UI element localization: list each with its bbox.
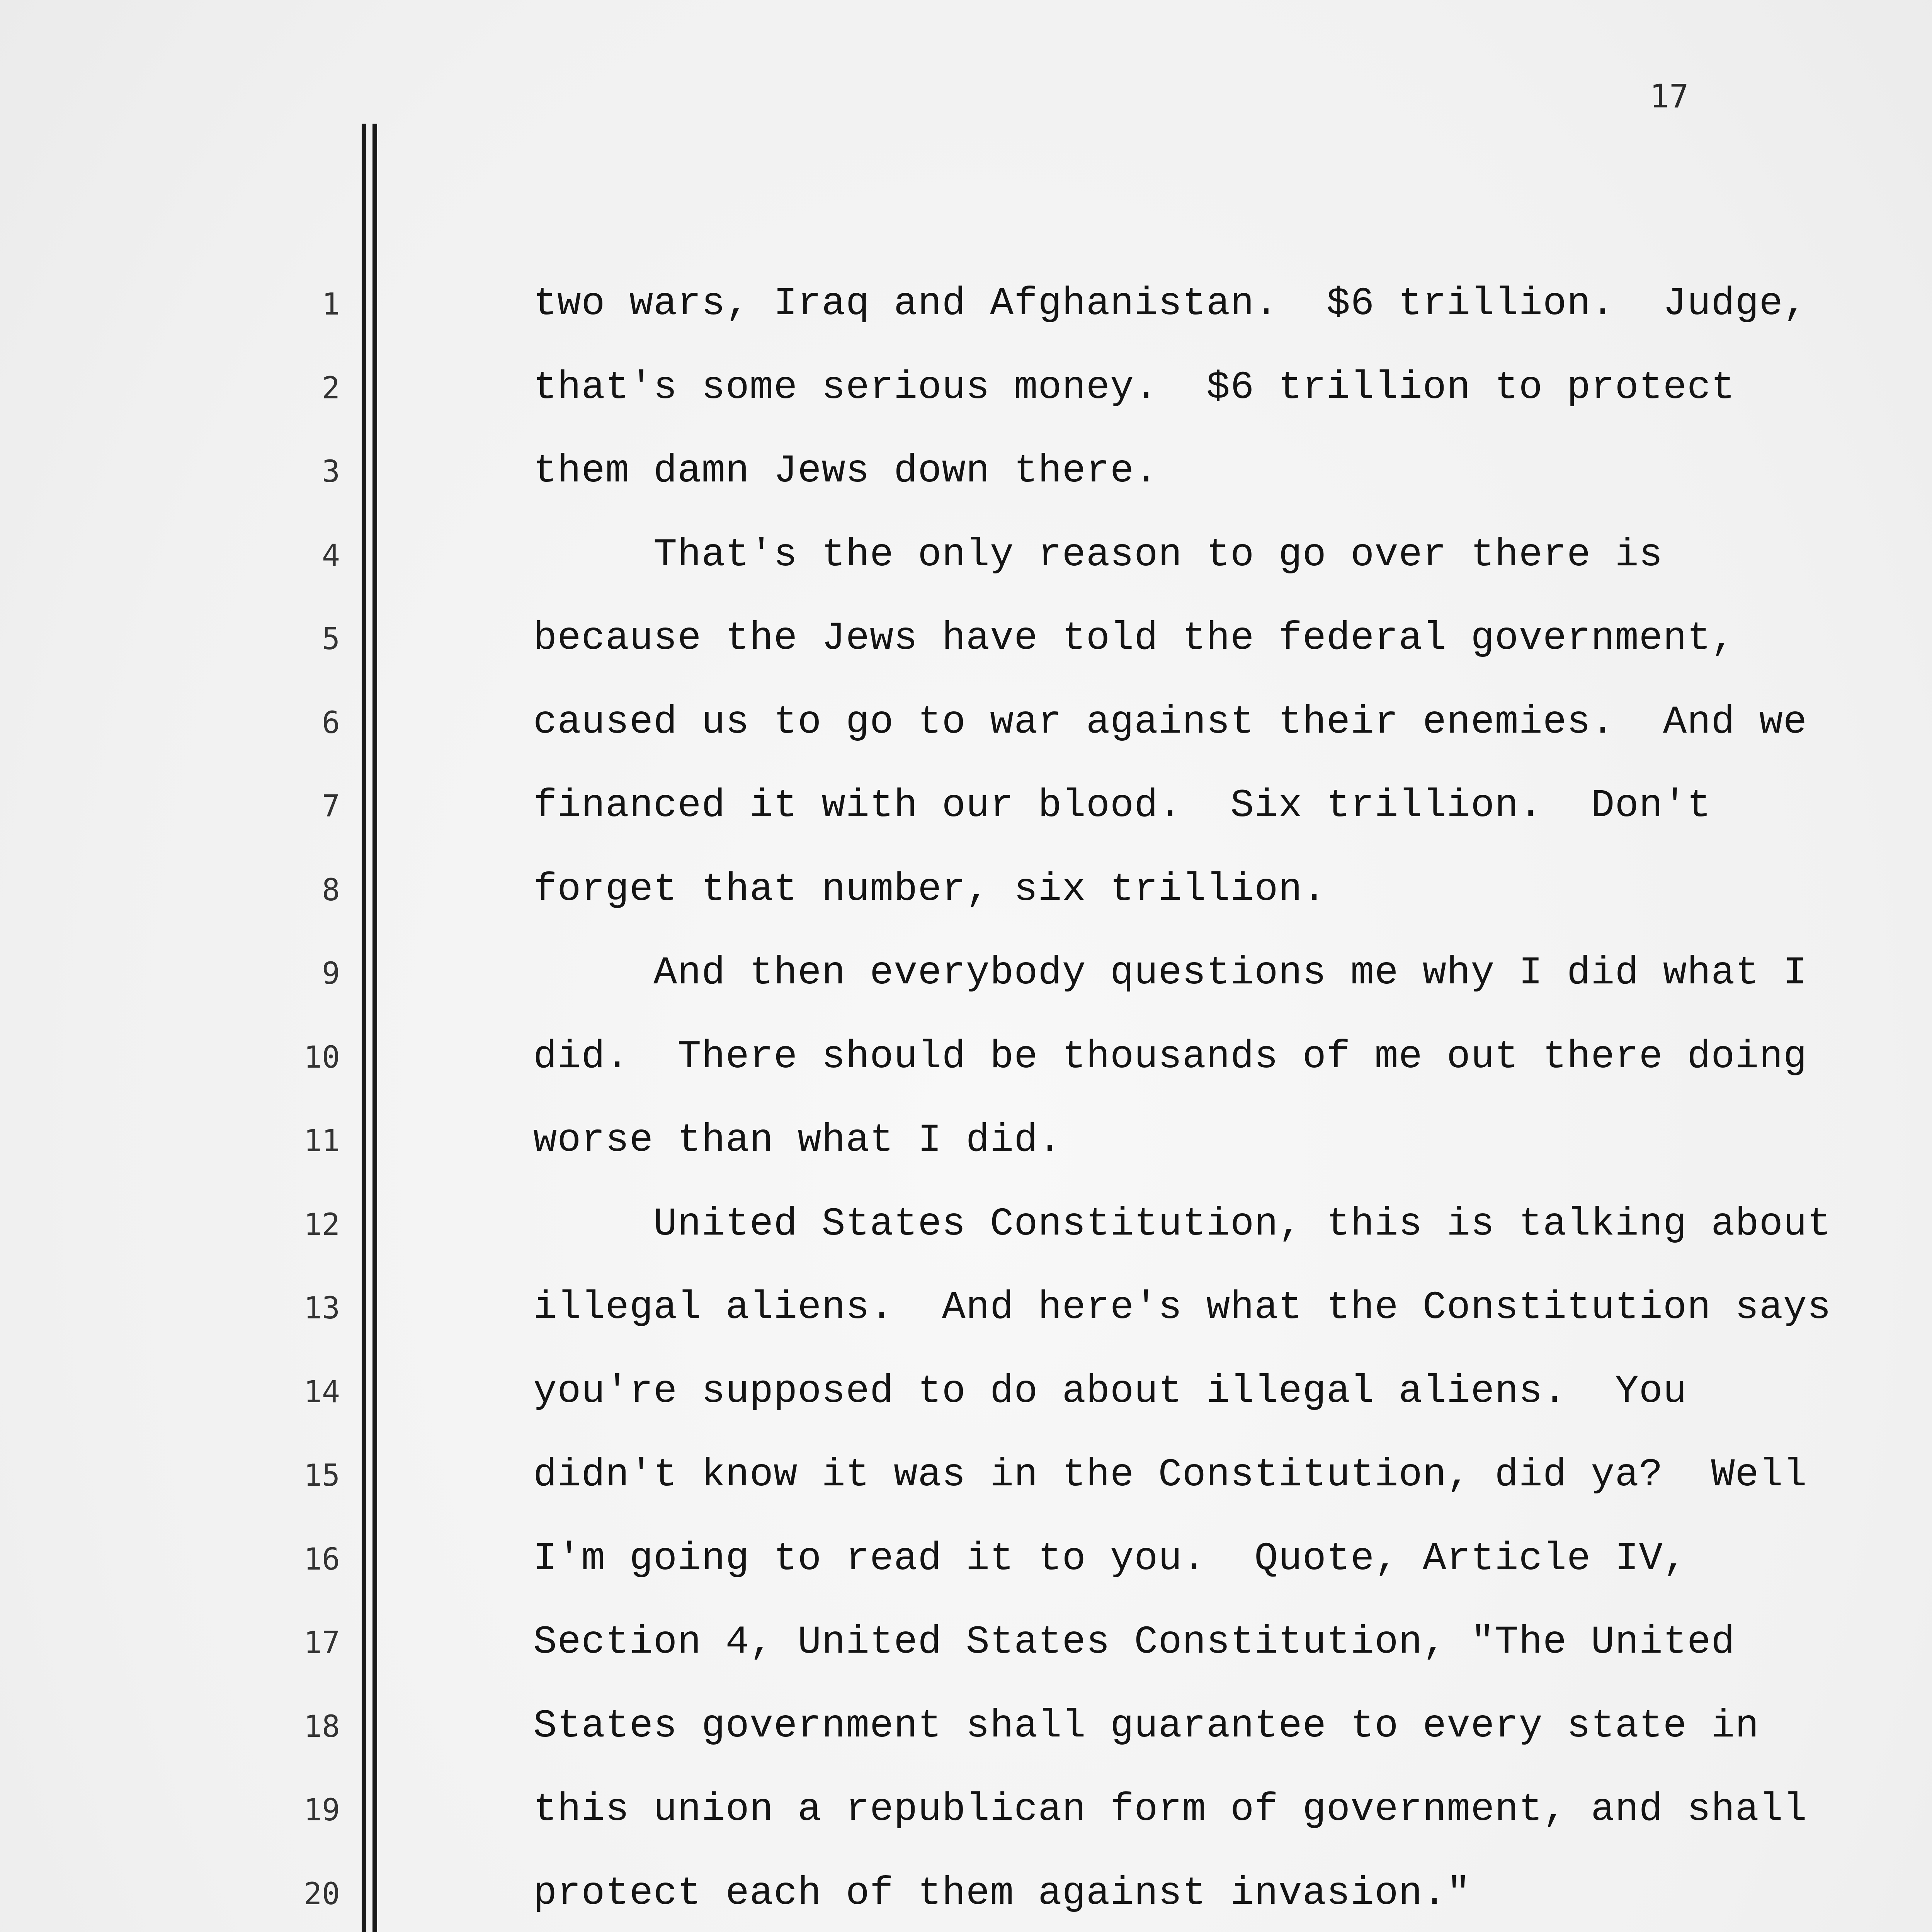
transcript-line: worse than what I did. xyxy=(533,1118,1062,1163)
transcript-line: forget that number, six trillion. xyxy=(533,867,1327,912)
line-number: 12 xyxy=(304,1208,340,1242)
line-number: 6 xyxy=(322,706,340,740)
line-number: 18 xyxy=(304,1709,340,1744)
transcript-line: financed it with our blood. Six trillion. Don't xyxy=(533,783,1711,828)
transcript-line: protect each of them against invasion." xyxy=(533,1871,1471,1916)
transcript-line: States government shall guarantee to every state in xyxy=(533,1704,1759,1748)
line-number: 1 xyxy=(322,287,340,322)
line-number: 8 xyxy=(322,873,340,908)
transcript-line: And then everybody questions me why I did what I xyxy=(533,951,1808,995)
transcript-line: Section 4, United States Constitution, "The United xyxy=(533,1620,1735,1665)
line-number: 10 xyxy=(304,1040,340,1075)
page-number: 17 xyxy=(1650,77,1689,115)
line-number: 20 xyxy=(304,1877,340,1912)
line-number: 13 xyxy=(304,1291,340,1326)
line-number: 17 xyxy=(304,1626,340,1660)
line-number: 9 xyxy=(322,956,340,991)
transcript-line: did. There should be thousands of me out there doing xyxy=(533,1034,1808,1079)
transcript-line: didn't know it was in the Constitution, did ya? Well xyxy=(533,1452,1808,1497)
line-number: 2 xyxy=(322,371,340,406)
line-number: 3 xyxy=(322,454,340,489)
margin-rule-left xyxy=(362,124,366,1932)
line-number: 4 xyxy=(322,538,340,573)
transcript-line: illegal aliens. And here's what the Constitution says xyxy=(533,1285,1832,1330)
transcript-line: That's the only reason to go over there is xyxy=(533,532,1663,577)
transcript-line: caused us to go to war against their enemies. And we xyxy=(533,700,1808,745)
transcript-line: that's some serious money. $6 trillion to protect xyxy=(533,365,1735,410)
line-number: 16 xyxy=(304,1542,340,1577)
transcript-line: because the Jews have told the federal government, xyxy=(533,616,1735,661)
margin-rule-right xyxy=(372,124,377,1932)
line-number: 7 xyxy=(322,789,340,824)
transcript-line: you're supposed to do about illegal aliens. You xyxy=(533,1369,1687,1414)
line-number: 11 xyxy=(304,1124,340,1158)
transcript-line: this union a republican form of government, and shall xyxy=(533,1787,1808,1832)
line-number: 5 xyxy=(322,622,340,656)
transcript-line: two wars, Iraq and Afghanistan. $6 trillion. Judge, xyxy=(533,281,1808,326)
line-number: 15 xyxy=(304,1458,340,1493)
transcript-line: them damn Jews down there. xyxy=(533,449,1158,493)
transcript-line: United States Constitution, this is talking about xyxy=(533,1202,1832,1247)
transcript-line: I'm going to read it to you. Quote, Article IV, xyxy=(533,1536,1687,1581)
line-number: 14 xyxy=(304,1375,340,1410)
line-number: 19 xyxy=(304,1793,340,1828)
